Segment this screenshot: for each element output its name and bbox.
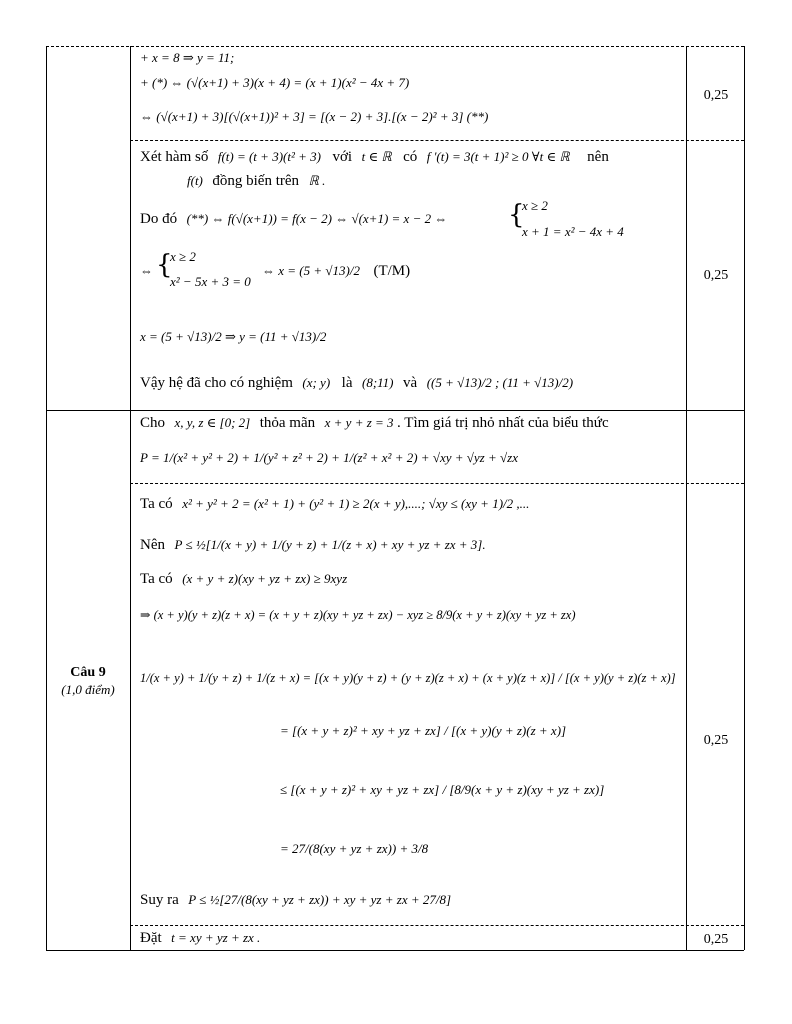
sec-e-l1-text: Đặt (140, 930, 162, 946)
sec-d-line-2 (140, 538, 486, 553)
sec-d-l2-text: Nên (140, 537, 165, 553)
sec-c-l1-text2: thỏa mãn (259, 415, 316, 431)
sec-d-l9-math: P ≤ ½[27/(8(xy + yz + zx)) + xy + yz + zx + 27/8] (188, 892, 452, 907)
sec-b-l1-text2: với (332, 149, 353, 165)
sec-e-line-1 (140, 931, 260, 946)
row-divider-4 (130, 925, 744, 926)
sec-a-line-2: + (*) ⇔ (√(x+1) + 3)(x + 4) = (x + 1)(x² − 4x + 7) (140, 75, 410, 90)
sec-b-l3-text: Do đó (140, 211, 178, 227)
sec-d-l1-text: Ta có (140, 496, 173, 512)
sec-b-l1-math: f(t) = (t + 3)(t² + 3) (217, 149, 321, 164)
table-column-divider-1 (130, 46, 131, 950)
sec-c-l1-math: x, y, z ∈ [0; 2] (174, 415, 251, 430)
sec-b-l2-math: f(t) (187, 173, 203, 188)
table-column-divider-2 (686, 46, 687, 950)
sec-b-l2-math2: ℝ . (308, 173, 326, 188)
sec-c-line-2: P = 1/(x² + y² + 2) + 1/(y² + z² + 2) + 1/(z² + x² + 2) + √xy + √yz + √zx (140, 450, 518, 465)
sec-b-l6-text: Vậy hệ đã cho có nghiệm (140, 375, 293, 391)
sec-b-l6-text2: là (341, 375, 353, 391)
sec-b-l3-brace: { (508, 200, 525, 230)
sec-b-l4-math: ⇔ x = (5 + √13)/2 (262, 263, 360, 278)
sec-b-l4-sys2: x² − 5x + 3 = 0 (170, 274, 251, 289)
question-number: Câu 9 (70, 665, 106, 680)
sec-d-line-4: ⇒ (x + y)(y + z)(z + x) = (x + y + z)(xy + yz + zx) − xyz ≥ 8/9(x + y + z)(xy + yz + zx) (140, 608, 576, 622)
sec-d-line-5: 1/(x + y) + 1/(y + z) + 1/(z + x) = [(x + y)(y + z) + (y + z)(z + x) + (x + y)(z + x)] / [(x + y)(y + z)(z + x)] (140, 671, 676, 685)
sec-b-line-5: x = (5 + √13)/2 ⇒ y = (11 + √13)/2 (140, 329, 327, 344)
sec-d-l3-math: (x + y + z)(xy + yz + zx) ≥ 9xyz (182, 571, 348, 586)
sec-b-l2-text: đồng biến trên (212, 173, 300, 189)
table-bottom-border (46, 950, 744, 951)
sec-b-l1-text4: nên (587, 149, 609, 165)
sec-b-l4-text: (T/M) (373, 263, 411, 279)
sec-c-l1-text: Cho (140, 415, 166, 431)
sec-b-l4-sys1: x ≥ 2 (170, 249, 196, 264)
sec-b-l6-text3: và (403, 375, 418, 391)
row-divider-1 (130, 140, 744, 141)
sec-c-l1-math2: x + y + z = 3 (324, 415, 394, 430)
sec-b-line-2 (187, 174, 325, 189)
score-2: 0,25 (703, 268, 729, 283)
row-divider-3 (130, 483, 744, 484)
sec-b-l6-math2: (8;11) (361, 375, 394, 390)
sec-a-line-1: + x = 8 ⇒ y = 11; (140, 50, 235, 65)
sec-a-line-3: ⇔ (√(x+1) + 3)[(√(x+1))² + 3] = [(x − 2) + 3].[(x − 2)² + 3] (**) (140, 109, 489, 124)
score-1: 0,25 (703, 88, 729, 103)
sec-d-line-9 (140, 893, 451, 908)
sec-d-line-1 (140, 497, 529, 512)
sec-b-l4-brace: { (156, 250, 173, 280)
sec-b-l1-math3: f '(t) = 3(t + 1)² ≥ 0 ∀t ∈ ℝ (426, 149, 570, 164)
sec-b-line-1 (140, 150, 609, 165)
table-right-border (744, 46, 745, 950)
sec-d-line-7: ≤ [(x + y + z)² + xy + yz + zx] / [8/9(x + y + z)(xy + yz + zx)] (280, 782, 605, 797)
table-left-border (46, 46, 47, 950)
sec-b-l1-text3: có (403, 149, 418, 165)
sec-b-l3-sys1: x ≥ 2 (522, 198, 548, 213)
sec-b-line-4 (262, 264, 410, 279)
sec-c-line-1 (140, 416, 609, 431)
row-divider-2 (46, 410, 744, 411)
sec-b-line-3 (140, 212, 447, 227)
sec-d-line-6: = [(x + y + z)² + xy + yz + zx] / [(x + y)(y + z)(z + x)] (280, 723, 567, 738)
sec-d-line-3 (140, 572, 347, 587)
sec-d-line-8: = 27/(8(xy + yz + zx)) + 3/8 (280, 841, 429, 856)
sec-b-l3-sys2: x + 1 = x² − 4x + 4 (522, 224, 624, 239)
sec-b-line-6 (140, 376, 573, 391)
sec-b-l4-implies: ⇔ (140, 263, 153, 278)
question-points: (1,0 điểm) (61, 681, 115, 697)
sec-b-l6-math: (x; y) (302, 375, 331, 390)
score-4: 0,25 (703, 932, 729, 947)
sec-d-l9-text: Suy ra (140, 892, 179, 908)
sec-d-l1-math: x² + y² + 2 = (x² + 1) + (y² + 1) ≥ 2(x + y),....; √xy ≤ (xy + 1)/2 ,... (182, 496, 530, 511)
sec-d-l3-text: Ta có (140, 571, 173, 587)
question-label (46, 664, 130, 698)
sec-d-l2-math: P ≤ ½[1/(x + y) + 1/(y + z) + 1/(z + x) + xy + yz + zx + 3]. (174, 537, 486, 552)
table-top-border (46, 46, 744, 47)
sec-e-l1-math: t = xy + yz + zx . (171, 930, 261, 945)
sec-b-l1-text: Xét hàm số (140, 149, 209, 165)
sec-b-l1-math2: t ∈ ℝ (361, 149, 392, 164)
sec-b-l6-math3: ((5 + √13)/2 ; (11 + √13)/2) (426, 375, 574, 390)
sec-b-l3-math: (**) ⇔ f(√(x+1)) = f(x − 2) ⇔ √(x+1) = x − 2 ⇔ (186, 211, 448, 226)
sec-c-l1-text3: . Tìm giá trị nhỏ nhất của biểu thức (397, 415, 609, 431)
score-3: 0,25 (703, 733, 729, 748)
